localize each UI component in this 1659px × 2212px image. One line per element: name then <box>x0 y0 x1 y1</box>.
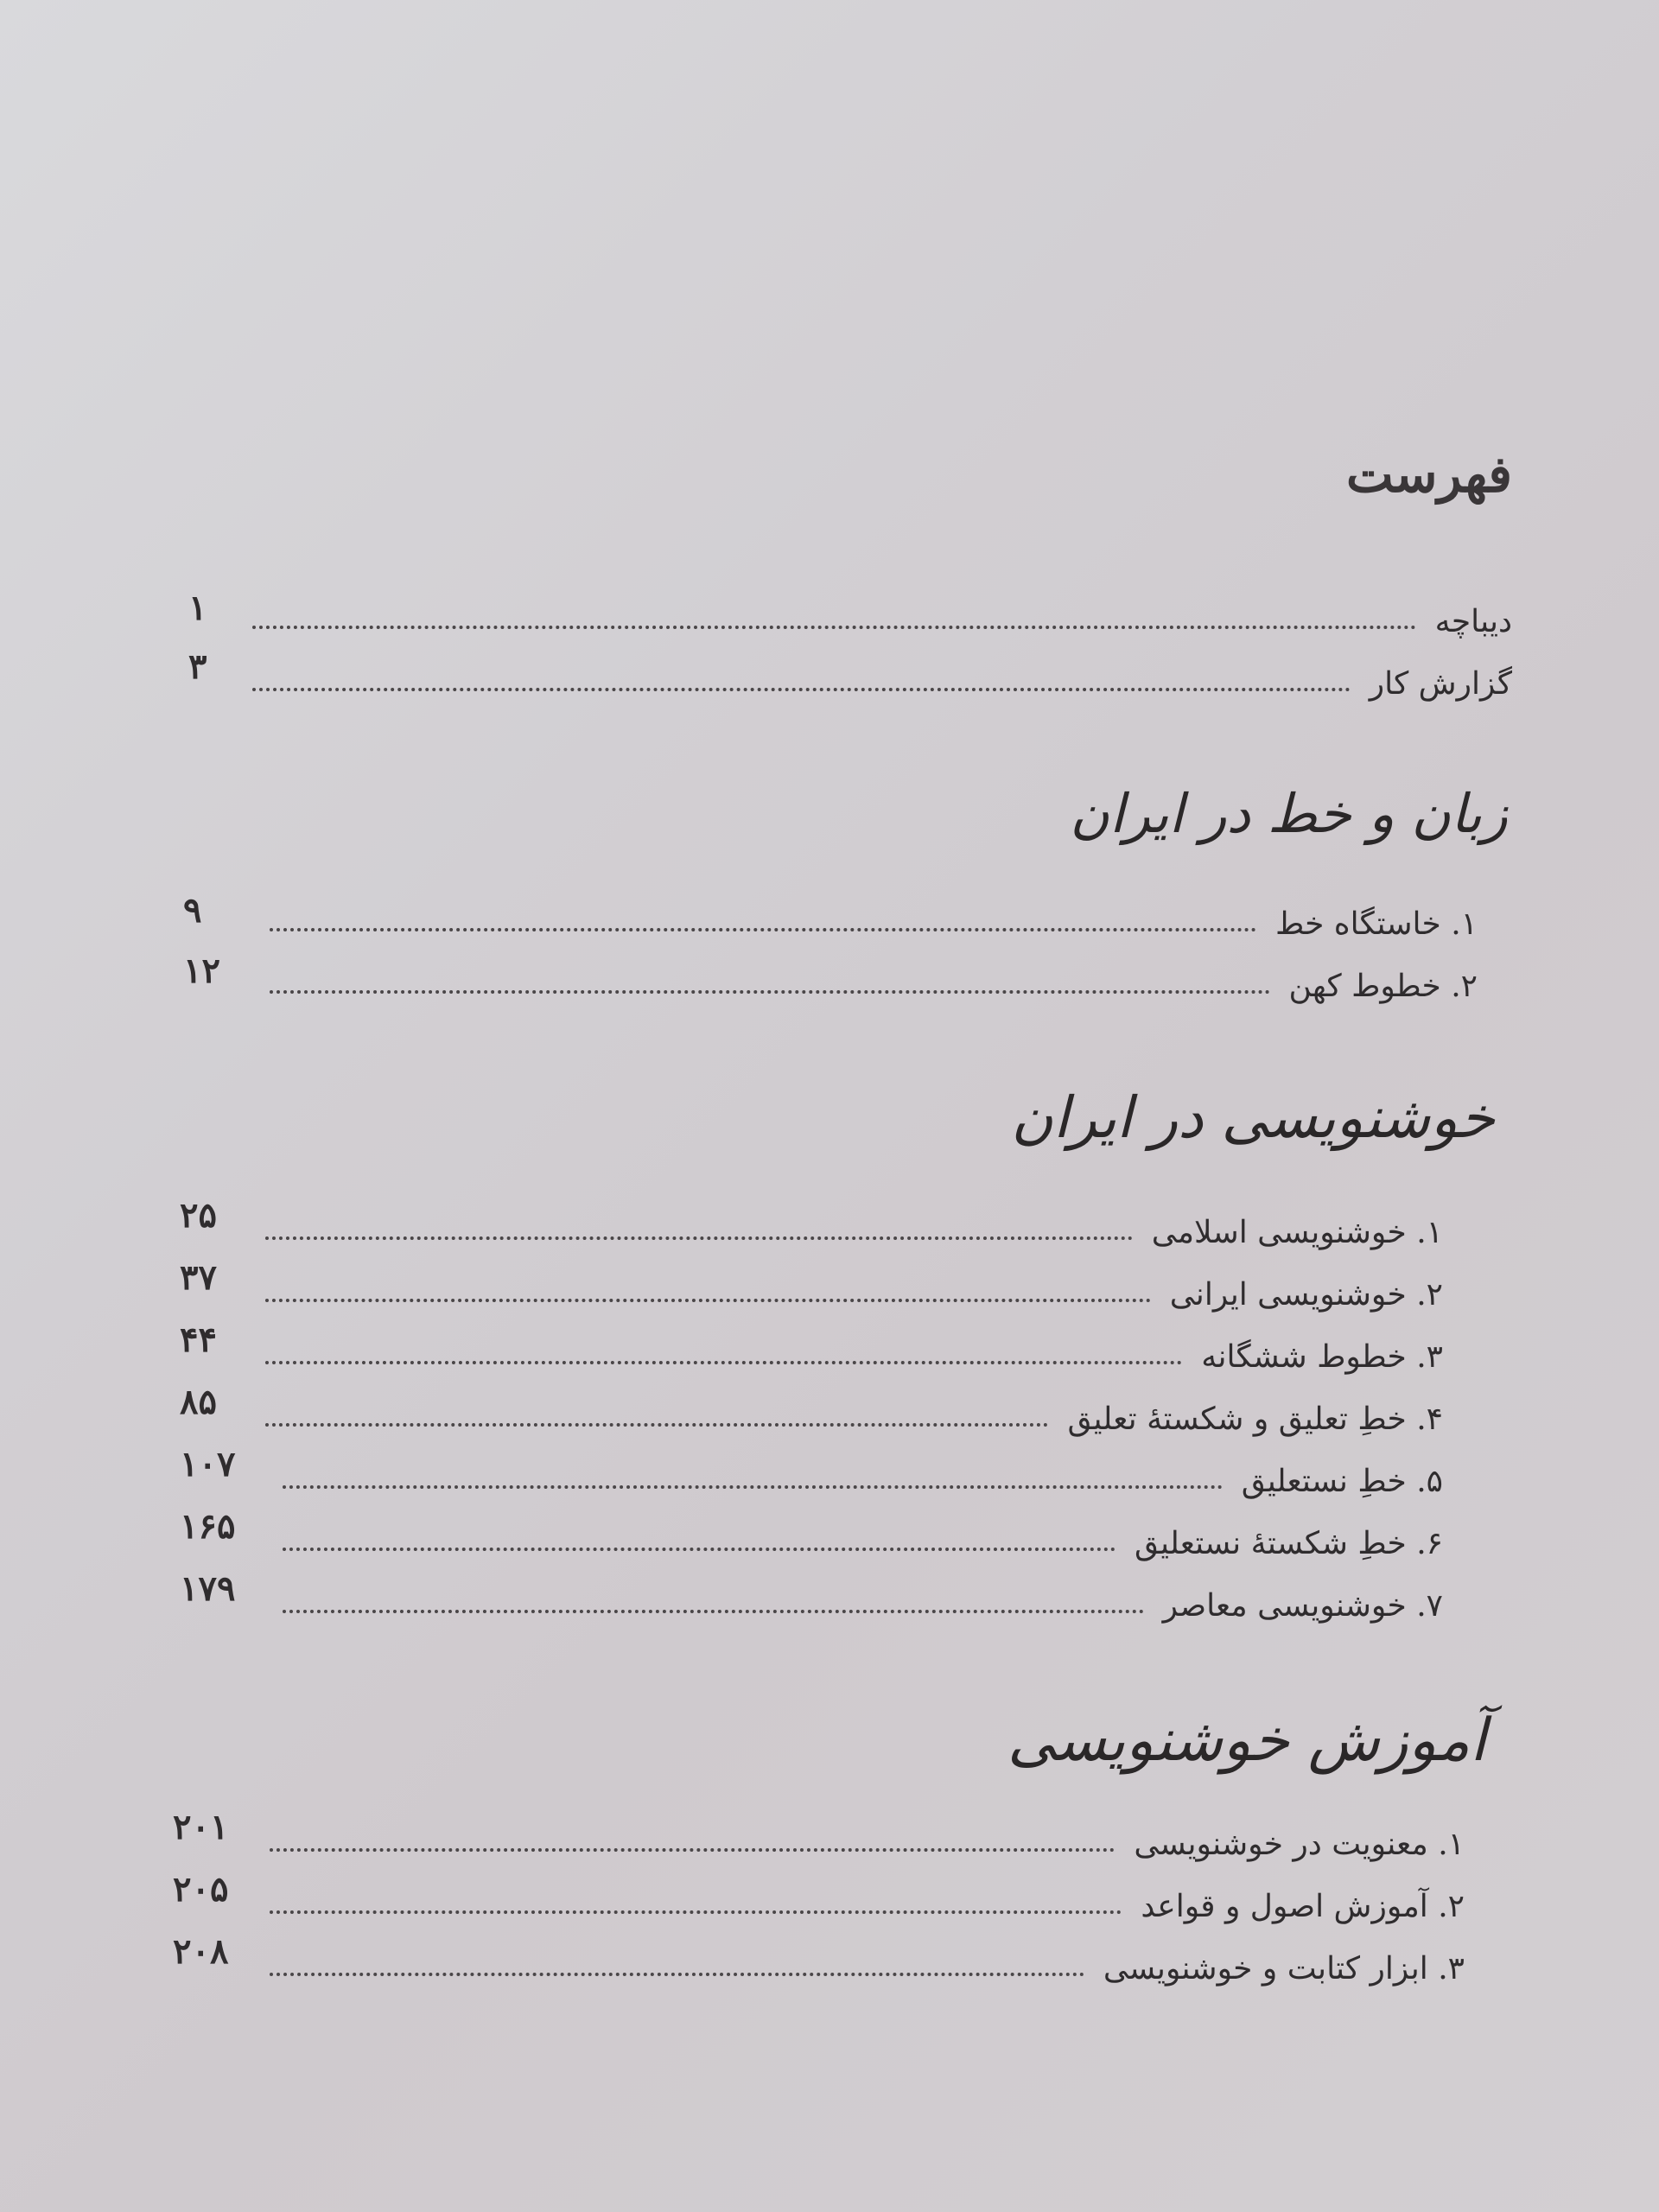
leader-dots <box>283 1610 1144 1613</box>
toc-entry[interactable] <box>246 1261 1443 1313</box>
toc-entry[interactable] <box>246 1198 1443 1250</box>
leader-dots <box>252 688 1351 691</box>
leader-dots <box>270 990 1270 994</box>
leader-dots <box>270 1973 1084 1976</box>
leader-dots <box>270 928 1256 931</box>
leader-dots <box>252 626 1416 629</box>
entry-label: ۱. معنویت در خوشنویسی <box>1134 1827 1465 1862</box>
leader-dots <box>265 1361 1182 1364</box>
toc-entry[interactable] <box>251 1935 1465 1986</box>
entry-label: ۵. خطِ نستعلیق <box>1241 1464 1443 1499</box>
page-number: ۱۰۷ <box>180 1444 236 1484</box>
toc-entry[interactable] <box>264 1510 1443 1561</box>
toc-entry[interactable] <box>246 1385 1443 1437</box>
page-number: ۱۶۵ <box>180 1506 236 1547</box>
page-number: ۲۰۵ <box>173 1869 229 1910</box>
toc-entry[interactable] <box>251 1810 1465 1862</box>
leader-dots <box>283 1548 1116 1551</box>
toc-entry[interactable] <box>251 1872 1465 1924</box>
entry-label: ۲. خوشنویسی ایرانی <box>1169 1277 1443 1313</box>
page-number: ۲۰۸ <box>173 1931 229 1972</box>
entry-label: ۳. خطوط ششگانه <box>1201 1339 1443 1375</box>
toc-entry[interactable] <box>233 650 1512 702</box>
entry-label: ۲. خطوط کهن <box>1288 969 1478 1004</box>
leader-dots <box>270 1910 1122 1914</box>
page-number: ۳۷ <box>180 1257 217 1298</box>
toc-entry[interactable] <box>251 952 1478 1004</box>
page-number: ۱۷۹ <box>180 1568 236 1609</box>
section-heading-calligraphic: زبان و خط در ایران <box>1070 782 1508 845</box>
entry-label: ۱. خاستگاه خط <box>1274 906 1478 942</box>
leader-dots <box>265 1423 1048 1427</box>
toc-entry[interactable] <box>233 588 1512 639</box>
entry-label: ۲. آموزش اصول و قواعد <box>1141 1889 1465 1924</box>
toc-entry[interactable] <box>251 890 1478 942</box>
leader-dots <box>265 1236 1133 1240</box>
entry-label: ۳. ابزار کتابت و خوشنویسی <box>1103 1951 1465 1986</box>
toc-entry[interactable] <box>246 1323 1443 1375</box>
entry-label: ۱. خوشنویسی اسلامی <box>1151 1215 1443 1250</box>
toc-entry[interactable] <box>264 1572 1443 1624</box>
page-number: ۲۵ <box>180 1195 217 1236</box>
entry-label: ۴. خطِ تعلیق و شکستهٔ تعلیق <box>1067 1402 1443 1437</box>
entry-label: دیباچه <box>1434 604 1512 639</box>
page-number: ۲۰۱ <box>173 1807 229 1847</box>
section-heading-calligraphic: آموزش خوشنویسی <box>1007 1707 1486 1775</box>
toc-entry[interactable] <box>264 1447 1443 1499</box>
page-number: ۱۲ <box>183 950 220 991</box>
page-number: ۸۵ <box>180 1382 217 1422</box>
toc-title: فهرست <box>1345 445 1512 504</box>
leader-dots <box>283 1485 1223 1489</box>
page-number: ۳ <box>188 646 207 687</box>
leader-dots <box>270 1848 1115 1852</box>
entry-label: ۶. خطِ شکستهٔ نستعلیق <box>1134 1526 1443 1561</box>
entry-label: ۷. خوشنویسی معاصر <box>1162 1588 1443 1624</box>
page-number: ۴۴ <box>180 1319 217 1360</box>
entry-label: گزارش کار <box>1369 666 1512 702</box>
section-heading-calligraphic: خوشنویسی در ایران <box>1011 1084 1495 1151</box>
leader-dots <box>265 1299 1151 1302</box>
page-number: ۱ <box>188 588 207 628</box>
page-number: ۹ <box>183 890 202 931</box>
